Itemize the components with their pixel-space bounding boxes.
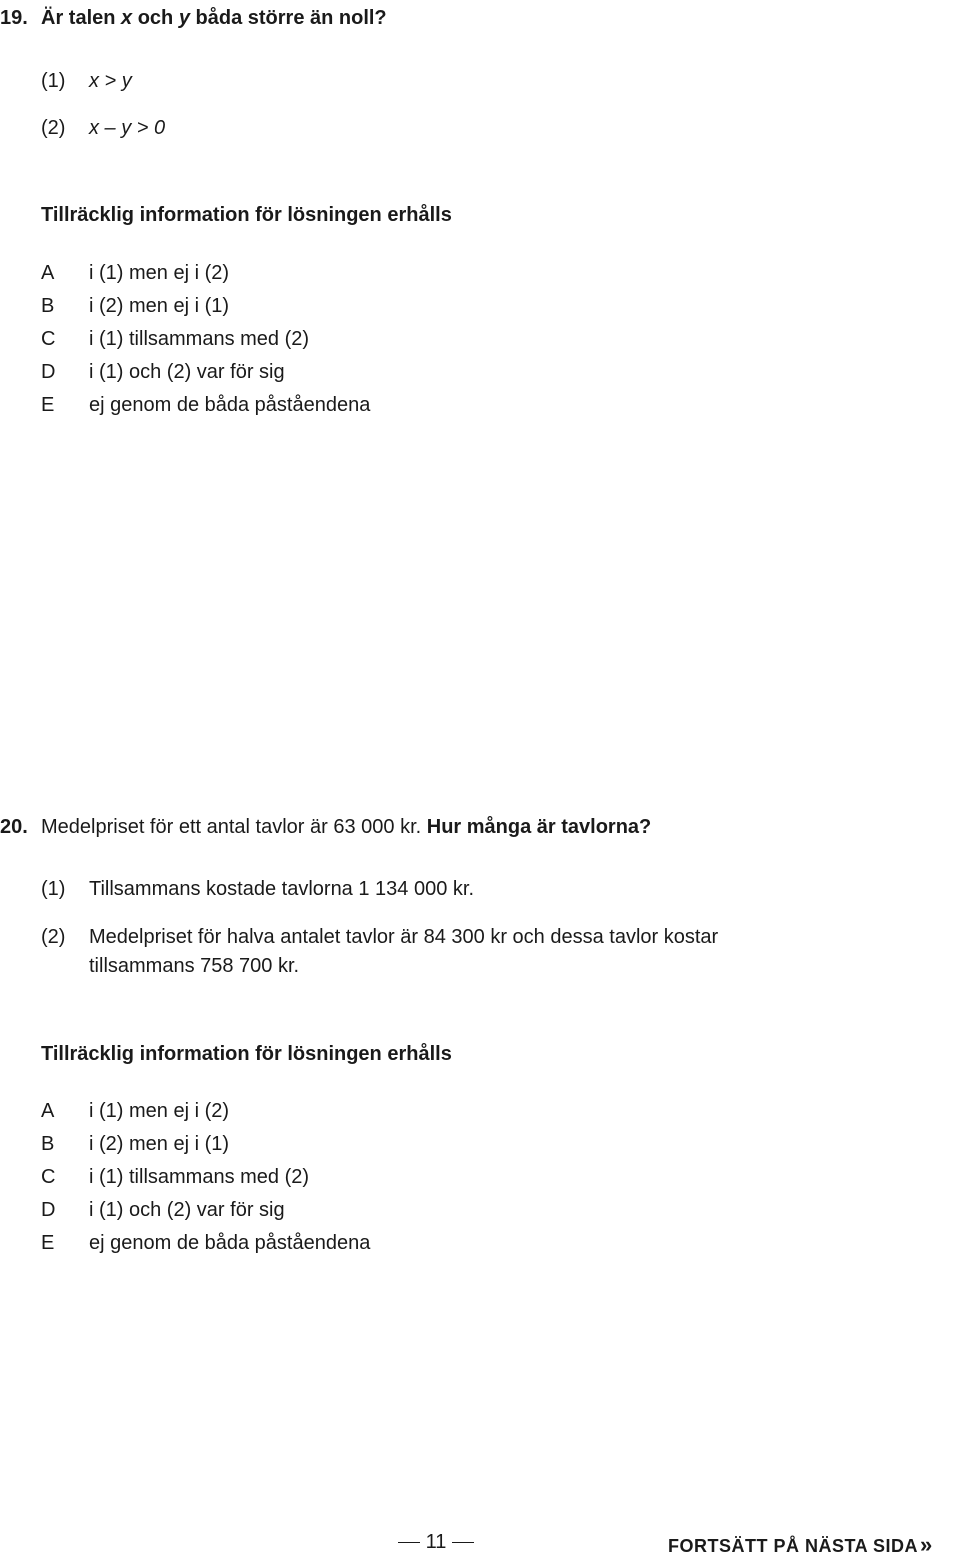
q19-statement-2-number: (2) — [41, 117, 66, 139]
q20-statement-2-number: (2) — [41, 926, 66, 948]
q20-option-b-letter: B — [41, 1133, 55, 1155]
question-19-title — [41, 6, 387, 30]
question-20-ask: Hur många är tavlorna? — [426, 816, 652, 838]
q19-option-c-text: i (1) tillsammans med (2) — [89, 328, 310, 350]
q19-option-d-letter: D — [41, 361, 56, 383]
q20-statement-1-text: Tillsammans kostade tavlorna 1 134 000 kr. — [89, 878, 475, 900]
page-number-value: 11 — [425, 1531, 447, 1553]
q19-option-c-letter: C — [41, 328, 56, 350]
q20-option-c-letter: C — [41, 1166, 56, 1188]
q19-info-heading: Tillräcklig information för lösningen erhålls — [41, 204, 452, 226]
q19-option-e-letter: E — [41, 394, 55, 416]
q19-option-a-text: i (1) men ej i (2) — [89, 262, 230, 284]
question-19-title-part: och — [132, 7, 179, 29]
q19-option-b-letter: B — [41, 295, 55, 317]
q20-info-heading: Tillräcklig information för lösningen erhålls — [41, 1043, 452, 1065]
q19-statement-1-number: (1) — [41, 70, 66, 92]
question-20-intro: Medelpriset för ett antal tavlor är 63 000 kr. — [41, 816, 422, 838]
page-number — [398, 1530, 474, 1554]
q20-option-a-letter: A — [41, 1100, 55, 1122]
q20-statement-2-line-2: tillsammans 758 700 kr. — [89, 955, 300, 977]
q20-statement-2-line-1: Medelpriset för halva antalet tavlor är 84 300 kr och dessa tavlor kostar — [89, 926, 719, 948]
question-20-number: 20. — [0, 816, 28, 838]
q20-option-a-text: i (1) men ej i (2) — [89, 1100, 230, 1122]
continue-next-page-text: FORTSÄTT PÅ NÄSTA SIDA — [668, 1536, 918, 1556]
question-19-number: 19. — [0, 7, 28, 29]
q19-option-e-text: ej genom de båda påståendena — [89, 394, 371, 416]
double-chevron-right-icon: » — [920, 1532, 933, 1557]
q19-option-b-text: i (2) men ej i (1) — [89, 295, 230, 317]
q20-option-b-text: i (2) men ej i (1) — [89, 1133, 230, 1155]
q20-option-e-letter: E — [41, 1232, 55, 1254]
q20-option-d-text: i (1) och (2) var för sig — [89, 1199, 285, 1221]
question-19-title-var-y: y — [178, 7, 190, 29]
question-20-title — [41, 815, 651, 839]
q20-statement-1-number: (1) — [41, 878, 66, 900]
q20-option-c-text: i (1) tillsammans med (2) — [89, 1166, 310, 1188]
q19-option-d-text: i (1) och (2) var för sig — [89, 361, 285, 383]
q19-option-a-letter: A — [41, 262, 55, 284]
question-19-title-part: Är talen — [41, 7, 122, 29]
question-19-title-var-x: x — [121, 7, 133, 29]
q19-statement-1-text: x > y — [89, 70, 132, 92]
q19-statement-2-text: x – y > 0 — [89, 117, 166, 139]
question-19-title-part: båda större än noll? — [189, 7, 387, 29]
continue-next-page — [668, 1533, 933, 1558]
q20-option-e-text: ej genom de båda påståendena — [89, 1232, 371, 1254]
page-number-dash-left — [398, 1542, 420, 1544]
page-number-dash-right — [452, 1542, 474, 1544]
q20-option-d-letter: D — [41, 1199, 56, 1221]
